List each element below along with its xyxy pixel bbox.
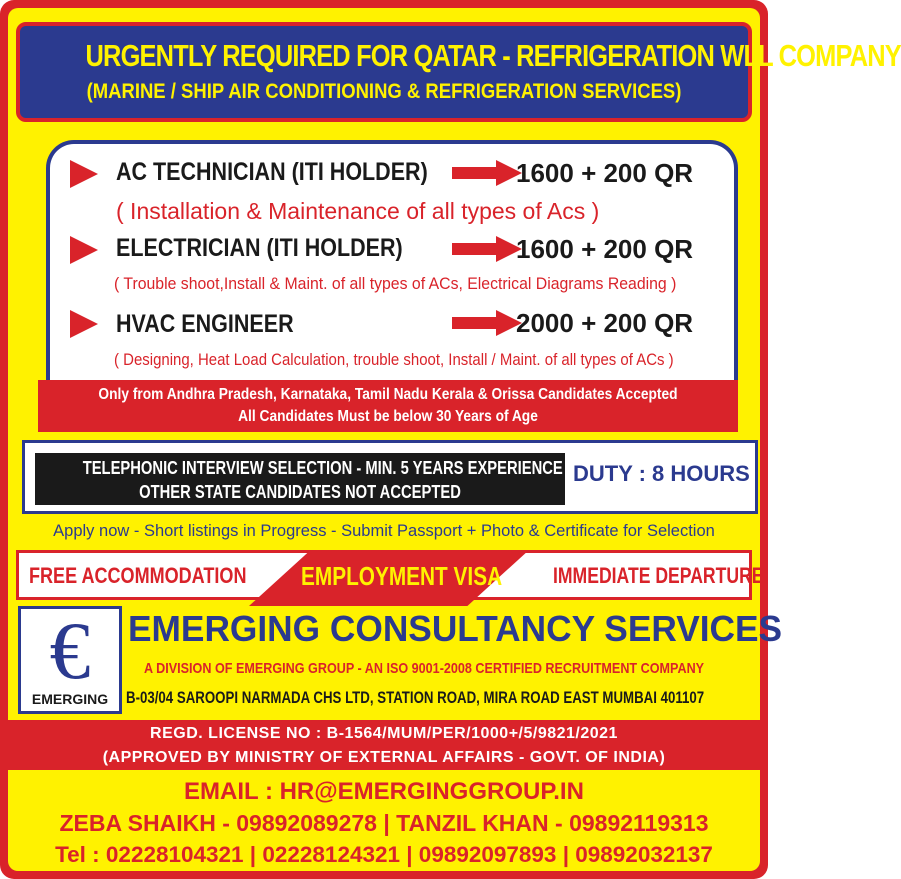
jobs-panel: [46, 140, 738, 380]
job-title: AC TECHNICIAN (ITI HOLDER): [116, 158, 428, 186]
job-salary: 2000 + 200 QR: [516, 308, 694, 338]
company-division: A DIVISION OF EMERGING GROUP - AN ISO 9001-2008 CERTIFIED RECRUITMENT COMPANY: [144, 660, 705, 677]
benefit-visa: EMPLOYMENT VISA: [301, 561, 503, 591]
job-salary: 1600 + 200 QR: [516, 158, 694, 188]
arrow-right-icon: [452, 160, 522, 186]
eligibility-age: All Candidates Must be below 30 Years of Age: [238, 408, 538, 425]
company-logo: [18, 606, 122, 714]
job-description: ( Designing, Heat Load Calculation, trouble shoot, Install / Maint. of all types of ACs ): [114, 350, 674, 369]
interview-line: TELEPHONIC INTERVIEW SELECTION - MIN. 5 YEARS EXPERIENCE: [82, 458, 563, 478]
euro-logo-icon: €: [49, 605, 91, 696]
job-title: HVAC ENGINEER: [116, 310, 294, 338]
bullet-triangle-icon: [70, 160, 98, 188]
job-title: ELECTRICIAN (ITI HOLDER): [116, 234, 403, 262]
duty-hours: DUTY : 8 HOURS: [573, 461, 750, 486]
header-banner: [16, 22, 901, 122]
company-name: EMERGING CONSULTANCY SERVICES: [128, 608, 783, 649]
bullet-triangle-icon: [70, 310, 98, 338]
interview-box: [22, 440, 758, 514]
bullet-triangle-icon: [70, 236, 98, 264]
job-description: ( Trouble shoot,Install & Maint. of all types of ACs, Electrical Diagrams Reading ): [114, 274, 677, 293]
logo-label: EMERGING: [31, 691, 109, 707]
job-description: ( Installation & Maintenance of all types of Acs ): [116, 198, 600, 224]
company-address: B-03/04 SAROOPI NARMADA CHS LTD, STATION ROAD, MIRA ROAD EAST MUMBAI 401107: [126, 688, 705, 707]
arrow-right-icon: [452, 236, 522, 262]
eligibility-strip: [38, 380, 738, 432]
contact-telephone[interactable]: Tel : 02228104321 | 02228124321 | 09892097893 | 09892032137: [55, 842, 713, 867]
header-title: URGENTLY REQUIRED FOR QATAR - REFRIGERATION WLL COMPANY: [85, 38, 901, 73]
benefit-accommodation: FREE ACCOMMODATION: [29, 563, 247, 588]
apply-line: Apply now - Short listings in Progress - Submit Passport + Photo & Certificate for Selection: [53, 522, 715, 540]
job-salary: 1600 + 200 QR: [516, 234, 694, 264]
eligibility-states: Only from Andhra Pradesh, Karnataka, Tamil Nadu Kerala & Orissa Candidates Accepted: [98, 386, 678, 403]
license-number: REGD. LICENSE NO : B-1564/MUM/PER/1000+/5/9821/2021: [150, 725, 618, 742]
state-restriction-line: OTHER STATE CANDIDATES NOT ACCEPTED: [139, 482, 461, 502]
license-approval: (APPROVED BY MINISTRY OF EXTERNAL AFFAIRS - GOVT. OF INDIA): [102, 749, 666, 766]
contact-email[interactable]: EMAIL : HR@EMERGINGGROUP.IN: [184, 778, 584, 805]
header-subtitle: (MARINE / SHIP AIR CONDITIONING & REFRIGERATION SERVICES): [86, 80, 682, 103]
contact-names[interactable]: ZEBA SHAIKH - 09892089278 | TANZIL KHAN - 09892119313: [59, 810, 709, 836]
license-strip: [8, 720, 760, 770]
benefit-departure: IMMEDIATE DEPARTURE: [553, 563, 764, 588]
arrow-right-icon: [452, 310, 522, 336]
benefits-banner: [16, 550, 764, 600]
interview-bar: [35, 453, 565, 505]
poster-body: [8, 8, 901, 871]
